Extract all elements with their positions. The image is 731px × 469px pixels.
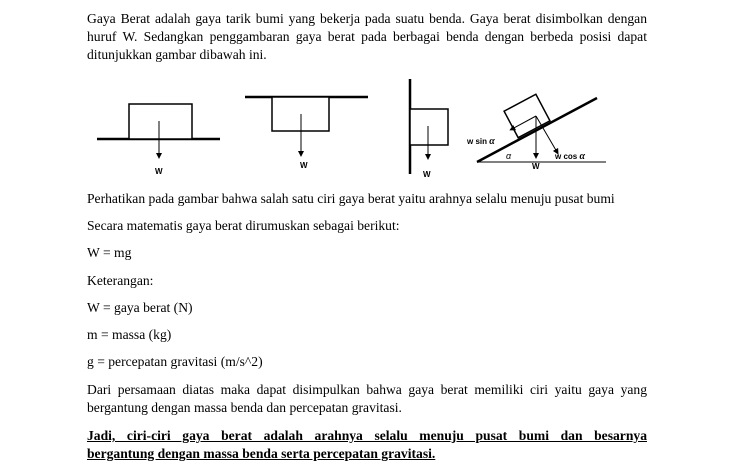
intro-line-2: huruf W. Sedangkan penggambaran gaya berat pada berbagai benda dengan berbeda posisi dapat <box>87 29 647 44</box>
w-cos-label: w cos α <box>555 151 586 162</box>
formula-intro: Secara matematis gaya berat dirumuskan sebagai berikut: <box>87 218 400 233</box>
conclusion-line-2: bergantung dengan massa benda dan percepatan gravitasi. <box>87 400 402 415</box>
summary-line-1: Jadi, ciri-ciri gaya berat adalah arahnya selalu menuju pusat bumi dan besarnya <box>87 428 647 443</box>
gravity-figure-svg <box>87 74 647 184</box>
definition-mass: m = massa (kg) <box>87 327 172 342</box>
observation-text: Perhatikan pada gambar bahwa salah satu ciri gaya berat yaitu arahnya selalu menuju pusat bumi <box>87 191 615 206</box>
figure-box-on-floor <box>97 104 220 176</box>
summary-line-2: bergantung dengan massa benda serta percepatan gravitasi. <box>87 446 436 461</box>
weight-label-2: W <box>300 161 308 170</box>
intro-line-1: Gaya Berat adalah gaya tarik bumi yang bekerja pada suatu benda. Gaya berat disimbolkan dengan <box>87 11 647 26</box>
intro-line-3: ditunjukkan gambar dibawah ini. <box>87 47 267 62</box>
keterangan-label: Keterangan: <box>87 273 154 288</box>
formula: W = mg <box>87 245 132 260</box>
definition-weight: W = gaya berat (N) <box>87 300 193 315</box>
figure-box-on-ceiling <box>245 97 368 170</box>
weight-label-1: W <box>155 167 163 176</box>
figure-box-on-wall <box>410 79 448 179</box>
definition-gravity: g = percepatan gravitasi (m/s^2) <box>87 354 263 369</box>
gravity-figure <box>87 74 647 184</box>
weight-label-3: W <box>423 170 431 179</box>
figure-box-on-incline <box>466 94 606 171</box>
w-sin-label: w sin α <box>467 136 495 147</box>
weight-label-4: W <box>532 162 540 171</box>
conclusion-line-1: Dari persamaan diatas maka dapat disimpulkan bahwa gaya berat memiliki ciri yaitu gaya yang <box>87 382 647 397</box>
alpha-label-1: α <box>506 151 512 161</box>
